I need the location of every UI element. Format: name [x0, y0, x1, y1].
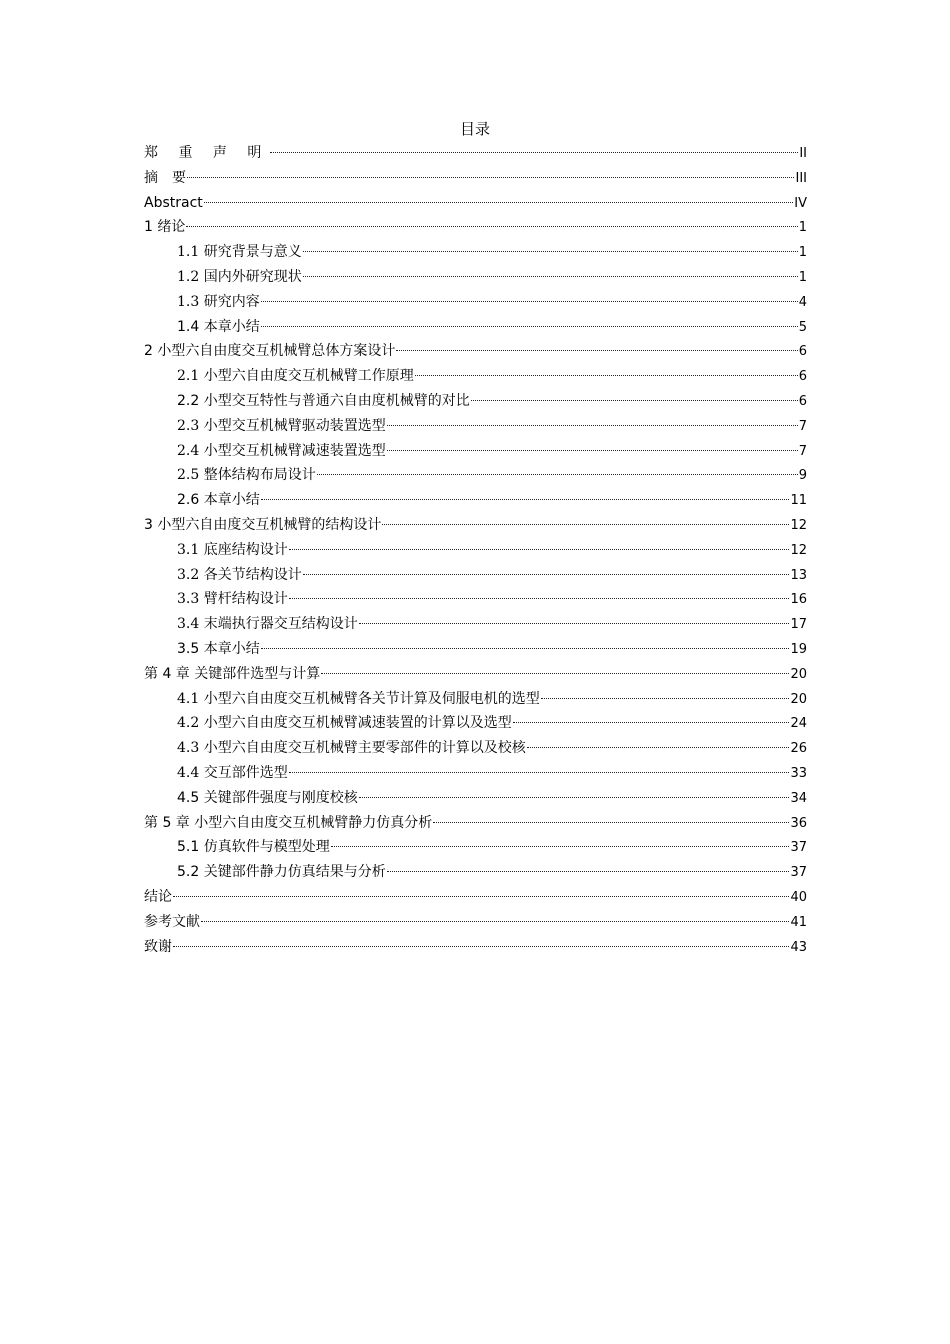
toc-entry-title: 郑 重 声 明	[144, 145, 270, 161]
toc-entry-title: 1 绪论	[144, 219, 186, 236]
dot-leader	[186, 226, 797, 227]
toc-entry[interactable]	[144, 265, 807, 290]
toc-entry-page-number: III	[795, 170, 807, 186]
toc-entry-page-number: 19	[790, 641, 807, 657]
toc-entry-title: 4.2 小型六自由度交互机械臂减速装置的计算以及选型	[177, 715, 512, 732]
toc-entry[interactable]	[144, 786, 807, 811]
toc-entry[interactable]	[144, 166, 807, 191]
toc-entry[interactable]	[144, 563, 807, 588]
toc-entry-page-number: IV	[794, 195, 807, 211]
toc-entry-title: 3.1 底座结构设计	[177, 541, 288, 558]
toc-entry[interactable]	[144, 587, 807, 612]
toc-entry-page-number: 7	[798, 443, 807, 459]
dot-leader	[261, 326, 798, 327]
toc-entry-title: 4.5 关键部件强度与刚度校核	[177, 789, 358, 806]
toc-entry-page-number: 20	[790, 666, 807, 682]
toc-entry-page-number: 13	[790, 567, 807, 583]
dot-leader	[382, 524, 789, 525]
dot-leader	[289, 549, 790, 550]
toc-entry-title: 3.5 本章小结	[177, 640, 260, 657]
toc-entry-title: 2.5 整体结构布局设计	[177, 467, 316, 484]
toc-entry[interactable]	[144, 339, 807, 364]
toc-entry-title: 1.2 国内外研究现状	[177, 268, 302, 285]
dot-leader	[303, 276, 798, 277]
dot-leader	[173, 946, 789, 947]
dot-leader	[321, 673, 789, 674]
toc-entry-page-number: II	[799, 146, 807, 161]
toc-entry[interactable]	[144, 513, 807, 538]
toc-entry[interactable]	[144, 736, 807, 761]
dot-leader	[261, 648, 790, 649]
toc-entry-page-number: 26	[790, 741, 807, 757]
dot-leader	[261, 301, 798, 302]
toc-entry-page-number: 12	[790, 517, 807, 533]
toc-entry[interactable]	[144, 711, 807, 736]
toc-entry[interactable]	[144, 290, 807, 315]
toc-entry-title: 2.3 小型交互机械臂驱动装置选型	[177, 417, 386, 434]
dot-leader	[173, 896, 789, 897]
toc-entry[interactable]	[144, 687, 807, 712]
dot-leader	[270, 152, 798, 153]
dot-leader	[289, 598, 790, 599]
toc-entry[interactable]	[144, 414, 807, 439]
toc-entry-page-number: 1	[798, 245, 807, 261]
toc-entry-page-number: 33	[790, 765, 807, 781]
toc-entry-page-number: 7	[798, 418, 807, 434]
toc-entry[interactable]	[144, 463, 807, 488]
toc-entry-page-number: 6	[798, 344, 807, 360]
dot-leader	[387, 450, 798, 451]
toc-entry-title: 参考文献	[144, 913, 200, 930]
toc-entry-title: 4.4 交互部件选型	[177, 764, 288, 781]
toc-entry-title: 3.2 各关节结构设计	[177, 566, 302, 583]
toc-entry[interactable]	[144, 835, 807, 860]
toc-entry-title: 2.4 小型交互机械臂减速装置选型	[177, 442, 386, 459]
toc-entry-page-number: 6	[798, 369, 807, 385]
toc-entry-title: 2.6 本章小结	[177, 492, 260, 509]
toc-entry-page-number: 1	[798, 220, 807, 236]
toc-entry-title: 4.3 小型六自由度交互机械臂主要零部件的计算以及校核	[177, 740, 526, 757]
toc-entry-page-number: 9	[798, 468, 807, 484]
toc-entry[interactable]	[144, 191, 807, 216]
dot-leader	[396, 350, 797, 351]
toc-entry[interactable]	[144, 315, 807, 340]
table-of-contents	[144, 141, 807, 959]
toc-entry-title: Abstract	[144, 194, 203, 211]
toc-entry-page-number: 6	[798, 393, 807, 409]
toc-entry-page-number: 17	[790, 617, 807, 633]
toc-entry[interactable]	[144, 488, 807, 513]
toc-entry-page-number: 16	[790, 592, 807, 608]
toc-entry-title: 第 4 章 关键部件选型与计算	[144, 665, 321, 682]
dot-leader	[527, 747, 790, 748]
toc-entry-title: 2.1 小型六自由度交互机械臂工作原理	[177, 368, 414, 385]
toc-entry-title: 摘 要	[144, 169, 186, 186]
toc-entry-page-number: 37	[790, 840, 807, 856]
dot-leader	[204, 202, 793, 203]
toc-entry-page-number: 4	[798, 294, 807, 310]
dot-leader	[187, 177, 794, 178]
dot-leader	[433, 822, 789, 823]
toc-entry[interactable]	[144, 612, 807, 637]
toc-entry[interactable]	[144, 240, 807, 265]
toc-entry-page-number: 24	[790, 716, 807, 732]
dot-leader	[387, 871, 790, 872]
toc-entry[interactable]	[144, 811, 807, 836]
toc-entry-page-number: 43	[790, 939, 807, 955]
toc-entry[interactable]	[144, 935, 807, 960]
toc-entry-title: 4.1 小型六自由度交互机械臂各关节计算及伺服电机的选型	[177, 690, 540, 707]
toc-entry[interactable]	[144, 389, 807, 414]
dot-leader	[303, 251, 798, 252]
toc-entry-title: 5.1 仿真软件与模型处理	[177, 839, 330, 856]
dot-leader	[359, 623, 790, 624]
toc-entry-page-number: 5	[798, 319, 807, 335]
toc-entry[interactable]	[144, 215, 807, 240]
toc-entry-title: 3 小型六自由度交互机械臂的结构设计	[144, 516, 382, 533]
dot-leader	[513, 722, 790, 723]
toc-entry-page-number: 41	[790, 914, 807, 930]
dot-leader	[359, 797, 790, 798]
toc-entry-title: 3.4 末端执行器交互结构设计	[177, 616, 358, 633]
toc-entry-title: 5.2 关键部件静力仿真结果与分析	[177, 864, 386, 881]
toc-entry-title: 1.1 研究背景与意义	[177, 244, 302, 261]
toc-entry[interactable]	[144, 910, 807, 935]
dot-leader	[201, 921, 789, 922]
dot-leader	[331, 846, 790, 847]
toc-entry-title: 2.2 小型交互特性与普通六自由度机械臂的对比	[177, 392, 470, 409]
toc-entry-title: 结论	[144, 888, 172, 905]
toc-entry[interactable]	[144, 885, 807, 910]
dot-leader	[471, 400, 798, 401]
toc-entry[interactable]	[144, 538, 807, 563]
toc-entry-title: 1.3 研究内容	[177, 293, 260, 310]
dot-leader	[261, 499, 790, 500]
toc-entry-title: 第 5 章 小型六自由度交互机械臂静力仿真分析	[144, 814, 433, 831]
toc-entry[interactable]	[144, 637, 807, 662]
toc-entry-page-number: 37	[790, 865, 807, 881]
toc-entry-page-number: 12	[790, 542, 807, 558]
toc-entry-page-number: 1	[798, 269, 807, 285]
toc-entry[interactable]	[144, 364, 807, 389]
dot-leader	[387, 425, 798, 426]
toc-entry-page-number: 36	[790, 815, 807, 831]
dot-leader	[289, 772, 790, 773]
toc-entry[interactable]	[144, 860, 807, 885]
toc-entry-page-number: 34	[790, 790, 807, 806]
toc-entry[interactable]	[144, 141, 807, 166]
toc-entry-title: 2 小型六自由度交互机械臂总体方案设计	[144, 343, 396, 360]
toc-entry-title: 1.4 本章小结	[177, 318, 260, 335]
toc-entry[interactable]	[144, 439, 807, 464]
toc-title: 目录	[459, 120, 490, 138]
toc-entry-title: 致谢	[144, 938, 172, 955]
dot-leader	[317, 474, 798, 475]
dot-leader	[303, 574, 790, 575]
dot-leader	[541, 698, 790, 699]
dot-leader	[415, 375, 798, 376]
toc-entry-page-number: 20	[790, 691, 807, 707]
toc-entry[interactable]	[144, 761, 807, 786]
toc-entry-title: 3.3 臂杆结构设计	[177, 591, 288, 608]
toc-entry-page-number: 11	[790, 493, 807, 509]
toc-entry-page-number: 40	[790, 889, 807, 905]
toc-entry[interactable]	[144, 662, 807, 687]
